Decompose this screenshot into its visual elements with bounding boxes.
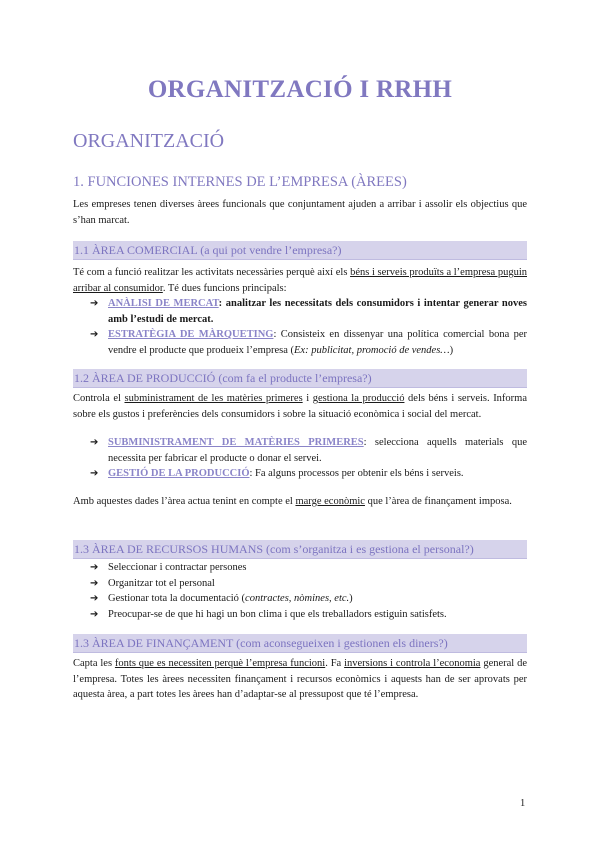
list-item: ➔ SUBMINISTRAMENT DE MATÈRIES PRIMERES: selecciona aquells materials que necessita per fabricar el producte o donar el servei. xyxy=(90,437,528,464)
document-title: ORGANITZACIÓ I RRHH xyxy=(147,76,453,103)
rrhh-list xyxy=(90,560,527,622)
arrow-right-icon: ➔ xyxy=(90,562,99,573)
arrow-right-icon: ➔ xyxy=(90,593,99,604)
heading-produccio: 1.2 ÀREA DE PRODUCCIÓ (com fa el producte l’empresa?) xyxy=(74,371,372,385)
comercial-paragraph: Té com a funció realitzar les activitats necessàries perquè així els béns i serveis produïts a l’empresa puguin arribar al consumidor. Té dues funcions principals: xyxy=(73,267,527,294)
heading-band-financament xyxy=(73,634,527,653)
arrow-right-icon: ➔ xyxy=(90,329,99,340)
heading-band-rrhh xyxy=(73,540,527,559)
list-item: ➔ Seleccionar i contractar persones xyxy=(90,560,527,576)
subsection-heading: 1. FUNCIONES INTERNES DE L’EMPRESA (ÀREES) xyxy=(73,174,407,190)
heading-comercial: 1.1 ÀREA COMERCIAL (a qui pot vendre l’empresa?) xyxy=(74,243,342,257)
arrow-right-icon: ➔ xyxy=(90,577,99,589)
arrow-right-icon: ➔ xyxy=(90,608,99,620)
comercial-list xyxy=(90,296,527,358)
arrow-right-icon: ➔ xyxy=(90,298,99,309)
heading-financament: 1.3 ÀREA DE FINANÇAMENT (com aconsegueixen i gestionen els diners?) xyxy=(74,636,448,650)
financament-paragraph: Capta les fonts que es necessiten perquè l’empresa funcioni. Fa inversions i controla l’economia general de l’empresa. Totes les àrees necessiten finançament i recursos econòmics i aquests han de ser aprovats per aquesta àrea, a part totes les àrees han d’adaptar-se al pressupost que té l’empresa. xyxy=(73,658,528,700)
list-item: ➔ Gestionar tota la documentació (contractes, nòmines, etc.) xyxy=(90,591,527,607)
list-item: ➔ Preocupar-se de que hi hagi un bon clima i que els treballadors estiguin satisfets. xyxy=(90,607,527,623)
page-number: 1 xyxy=(520,798,526,809)
heading-band-produccio xyxy=(73,369,527,388)
produccio-margin-paragraph: Amb aquestes dades l’àrea actua tenint en compte el marge econòmic que l’àrea de finançament imposa. xyxy=(73,496,512,507)
section-heading: ORGANITZACIÓ xyxy=(73,130,225,152)
produccio-list xyxy=(90,435,527,482)
arrow-right-icon: ➔ xyxy=(90,437,99,448)
heading-band-comercial xyxy=(73,241,527,260)
intro-paragraph: Les empreses tenen diverses àrees funcionals que conjuntament ajuden a arribar i assolir els objectius que s’han marcat. xyxy=(73,199,527,226)
arrow-right-icon: ➔ xyxy=(90,468,99,479)
heading-rrhh: 1.3 ÀREA DE RECURSOS HUMANS (com s’organitza i es gestiona el personal?) xyxy=(74,542,474,556)
list-item: ➔ ESTRATÈGIA DE MÀRQUETING: Consisteix en dissenyar una política comercial bona per vendre el producte que produeix l’empresa (Ex: publicitat, promoció de vendes…) xyxy=(90,329,527,356)
list-item: ➔ ANÀLISI DE MERCAT: analitzar les necessitats dels consumidors i intentar generar noves amb l’estudi de mercat. xyxy=(90,298,527,325)
produccio-paragraph: Controla el subministrament de les matèries primeres i gestiona la producció dels béns i serveis. Informa sobre els gustos i preferències dels consumidors i sobre la situació econòmica i social del mercat. xyxy=(73,393,528,420)
list-item: ➔ Organitzar tot el personal xyxy=(90,576,527,592)
list-item: ➔ GESTIÓ DE LA PRODUCCIÓ: Fa alguns processos per obtenir els béns i serveis. xyxy=(90,466,527,482)
